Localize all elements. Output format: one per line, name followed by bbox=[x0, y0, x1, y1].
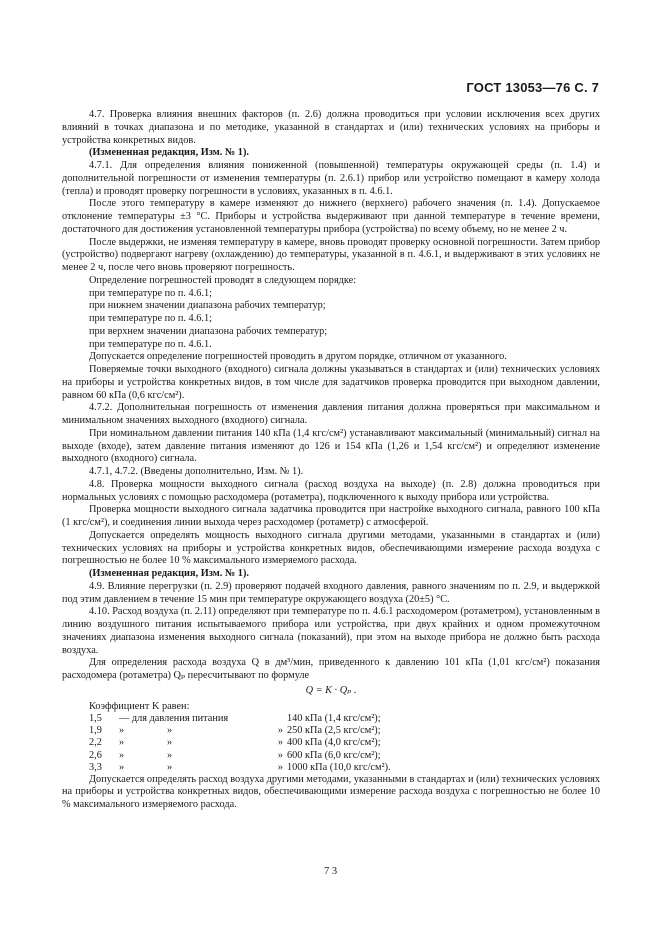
document-body bbox=[62, 109, 600, 812]
coef-row bbox=[89, 750, 391, 762]
ditto-mark: » bbox=[119, 725, 125, 737]
ditto-mark: » bbox=[167, 749, 173, 761]
coef-value: 1,5 bbox=[89, 713, 102, 725]
para-4-7-2: 4.7.2. Дополнительная погрешность от изменения давления питания должна проверяться при максимальном и минимальном значениях выходного (входного) сигнала. bbox=[62, 402, 600, 426]
list-intro: Определение погрешностей проводят в следующем порядке: bbox=[89, 274, 357, 286]
amendment-text: 4.7.1, 4.7.2. (Введены дополнительно, Изм. № 1). bbox=[89, 466, 304, 477]
para-4-9: 4.9. Влияние перегрузки (п. 2.9) проверяют подачей входного давления, равного значениям по п. 2.9, и выдержкой под этим давлением в течение 15 мин при температуре окружающего воздуха (20±5) °С. bbox=[62, 580, 600, 605]
ditto-mark: » bbox=[167, 737, 173, 749]
ditto-mark: » bbox=[277, 725, 283, 737]
amendment-note: (Измененная редакция, Изм. № 1). bbox=[89, 147, 249, 159]
ditto-mark: » bbox=[277, 737, 283, 749]
ditto-mark: » bbox=[167, 761, 173, 773]
list-item: при температуре по п. 4.6.1; bbox=[89, 313, 213, 324]
coef-value: 3,3 bbox=[89, 761, 102, 773]
ditto-mark: » bbox=[119, 749, 125, 761]
coef-value: 2,2 bbox=[89, 737, 102, 749]
closing-paragraph: Допускается определять расход воздуха другими методами, указанными в стандартах и (или) технических условиях на приборы и устройства конкретных видов, обеспечивающими измерение расхода воздуха с погрешностью не более 10 % максимального измеряемого расхода. bbox=[62, 773, 600, 811]
paragraph: Для определения расхода воздуха Q в дм³/мин, приведенного к давлению 101 кПа (1,01 кгс/см²) показания расходомера (ротаметра) Qₚ пересчитывают по формуле bbox=[62, 657, 600, 681]
paragraph: После этого температуру в камере изменяют до нижнего (верхнего) рабочего значения (п. 1.4). Допускаемое отклонение температуры ±3 °С. Приборы и устройства выдерживают при данной температуре в течение времени, достаточного для достижения установленной температуры прибора (устройства) по всему объему, но не менее 2 ч. bbox=[62, 198, 600, 235]
paragraph: Поверяемые точки выходного (входного) сигнала должны указываться в стандартах и (или) технических условиях на приборы и устройства конкретных видов, в том числе для задатчиков проверка проводится при выходном давлении, равном 60 кПа (0,6 кгс/см²). bbox=[62, 364, 600, 401]
coef-pressure: 600 кПа (6,0 кгс/см²); bbox=[287, 749, 381, 761]
coef-row bbox=[89, 725, 391, 737]
amendment-note: (Измененная редакция, Изм. № 1). bbox=[89, 568, 249, 579]
page-number: 7 3 bbox=[323, 866, 338, 877]
coef-pressure: 400 кПа (4,0 кгс/см²); bbox=[287, 737, 381, 749]
ditto-mark: » bbox=[119, 737, 125, 749]
para-4-10: 4.10. Расход воздуха (п. 2.11) определяют при температуре по п. 4.6.1 расходомером (ротаметром), установленным в линию воздушного питания испытываемого прибора или устройства, при двух крайних и одном промежуточном значениях диапазона изменения выходного сигнала (показаний), при этом на выходе прибора не должно быть расхода воздуха. bbox=[62, 606, 600, 656]
list-item: при температуре по п. 4.6.1. bbox=[89, 338, 212, 350]
coef-row bbox=[89, 713, 391, 725]
coef-label: — для давления питания bbox=[119, 713, 229, 725]
para-4-7: 4.7. Проверка влияния внешних факторов (п. 2.6) должна проводиться при условии исключения всех других влияний в точках диапазона и по методике, указанной в стандартах и (или) технических условиях на приборы и устройства конкретных видов. bbox=[62, 109, 600, 146]
ditto-mark: » bbox=[119, 761, 125, 773]
coef-pressure: 250 кПа (2,5 кгс/см²); bbox=[287, 725, 381, 737]
ditto-mark: » bbox=[167, 725, 173, 737]
paragraph: После выдержки, не изменяя температуру в камере, вновь проводят проверку основной погрешности. Затем прибор (устройство) подвергают нагреву (охлаждению) до температуры, указанной в п. 4.6.1, и выдерживают в этих условиях не менее 2 ч, после чего вновь проверяют погрешность. bbox=[62, 236, 600, 273]
coef-table bbox=[89, 713, 391, 773]
coef-row bbox=[89, 762, 391, 774]
paragraph: Проверка мощности выходного сигнала задатчика проводится при настройке выходного сигнала, равного 100 кПа (1 кгс/см²), и соединения линии выхода через расходомер (ротаметр) с атмосферой. bbox=[62, 504, 600, 528]
list-item: при верхнем значении диапазона рабочих температур; bbox=[89, 325, 328, 337]
coef-row bbox=[89, 737, 391, 749]
coef-value: 2,6 bbox=[89, 749, 102, 761]
ditto-mark: » bbox=[277, 761, 283, 773]
page-header: ГОСТ 13053—76 С. 7 bbox=[466, 80, 599, 95]
coef-pressure: 1000 кПа (10,0 кгс/см²). bbox=[287, 761, 391, 773]
amendment-note bbox=[62, 466, 600, 479]
list-item: при температуре по п. 4.6.1; bbox=[89, 287, 213, 299]
para-4-8: 4.8. Проверка мощности выходного сигнала (расход воздуха на выходе) (п. 2.8) должна проводиться при нормальных условиях с помощью расходомера (ротаметра), подключенного к выходу прибора или устройства. bbox=[62, 478, 600, 503]
para-4-7-1: 4.7.1. Для определения влияния пониженной (повышенной) температуры окружающей среды (п. 1.4) и дополнительной погрешности от изменения температуры (п. 2.6.1) прибор или устройство помещают в камеру холода (тепла) и проводят проверку погрешности в условиях, указанных в п. 4.6.1. bbox=[62, 160, 600, 197]
coef-value: 1,9 bbox=[89, 725, 102, 737]
paragraph: Допускается определять мощность выходного сигнала другими методами, указанными в стандартах и (или) технических условиях на приборы и устройства конкретных видов, обеспечивающими измерение расхода воздуха с погрешностью не более 10 % максимального измеряемого расхода. bbox=[62, 529, 600, 567]
coef-pressure: 140 кПа (1,4 кгс/см²); bbox=[287, 713, 381, 725]
ditto-mark: » bbox=[277, 749, 283, 761]
paragraph: При номинальном давлении питания 140 кПа (1,4 кгс/см²) устанавливают максимальный (минимальный) сигнал на выходе (входе), затем давление питания изменяют до 126 и 154 кПа (1,26 и 1,54 кгс/см²) и определяют изменение выходного (входного) сигнала. bbox=[62, 427, 600, 465]
coef-title: Коэффициент K равен: bbox=[89, 700, 190, 712]
list-item: при нижнем значении диапазона рабочих температур; bbox=[89, 300, 326, 312]
formula: Q = K · Qₚ . bbox=[305, 684, 357, 696]
paragraph: Допускается определение погрешностей проводить в другом порядке, отличном от указанного. bbox=[89, 351, 507, 363]
